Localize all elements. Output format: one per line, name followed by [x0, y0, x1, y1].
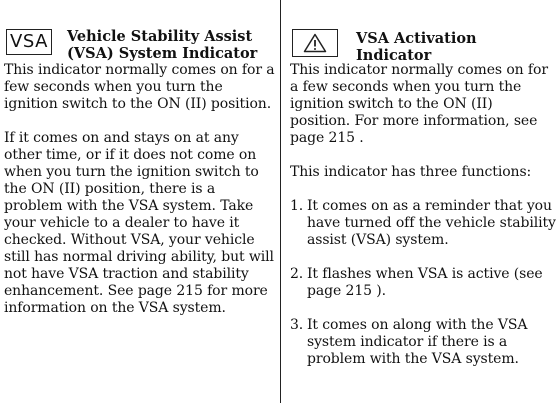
warning-triangle-icon — [303, 33, 327, 53]
section-header — [4, 0, 276, 62]
section-header — [290, 0, 556, 62]
functions-list — [290, 198, 556, 368]
paragraph: If it comes on and stays on at any other time, or if it does not come on when you turn the ignition switch to the ON (II) position, there is a problem with the VSA system. Take your vehicle to a dealer to have it checked. Without VSA, your vehicle still has normal driving ability, but will not have VSA traction and stability enhancement. See page 215 for more information on the VSA system. — [4, 130, 274, 316]
paragraph: This indicator normally comes on for a few seconds when you turn the ignition switch to the ON (II) position. — [4, 62, 275, 112]
item-number: 1. — [290, 198, 304, 214]
intro-paragraph: This indicator normally comes on for a few seconds when you turn the ignition switch to the ON (II) position. For more information, see page 215 . — [290, 62, 548, 146]
section-body — [290, 62, 556, 368]
title-line-1: Vehicle Stability Assist — [67, 28, 253, 45]
list-item — [290, 198, 556, 249]
list-item — [290, 317, 556, 368]
item-text: It comes on as a reminder that you have turned off the vehicle stability assist (VSA) system. — [307, 198, 556, 248]
section-title: VSA Activation Indicator — [356, 30, 477, 64]
vsa-indicator-badge: VSA — [6, 29, 52, 55]
list-item — [290, 266, 556, 300]
lead-paragraph: This indicator has three functions: — [290, 164, 532, 180]
column-divider — [280, 0, 281, 403]
item-number: 2. — [290, 266, 304, 282]
vsa-activation-indicator-section — [290, 0, 556, 385]
warning-indicator-badge — [292, 29, 338, 57]
item-text: It flashes when VSA is active (see page 215 ). — [307, 266, 543, 299]
section-title — [67, 28, 257, 62]
item-number: 3. — [290, 317, 304, 333]
vsa-system-indicator-section — [4, 0, 276, 334]
section-body — [4, 62, 276, 317]
title-line-2: (VSA) System Indicator — [67, 45, 258, 62]
item-text: It comes on along with the VSA system indicator if there is a problem with the VSA system. — [307, 317, 528, 367]
